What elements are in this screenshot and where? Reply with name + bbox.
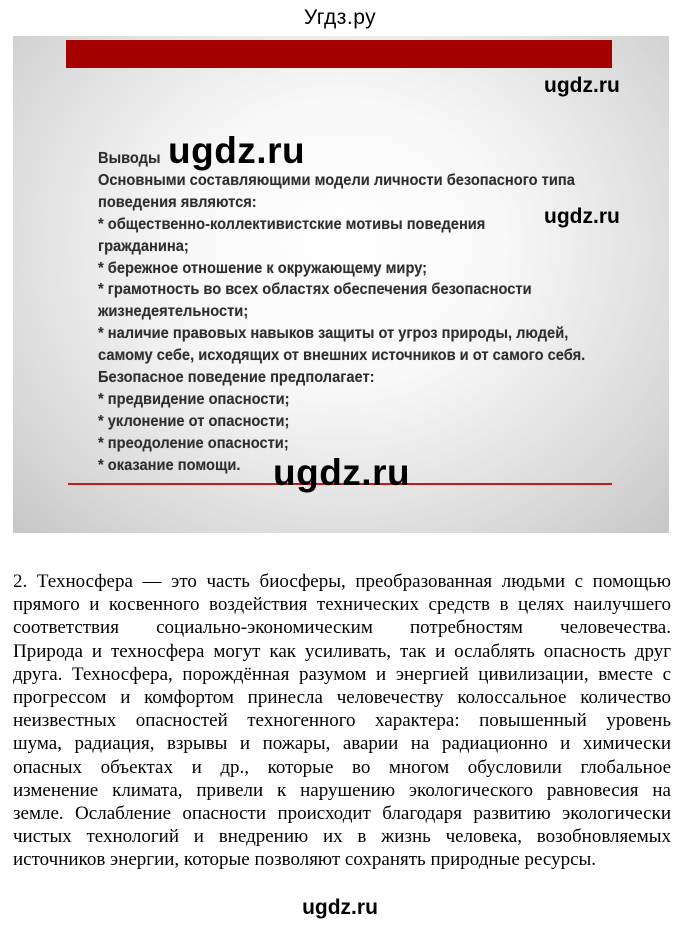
watermark: ugdz.ru	[544, 205, 620, 228]
slide-line: самому себе, исходящих от внешних источников и от самого себя.	[98, 347, 586, 365]
answer-line: опасных объектах и др., которые во многом обусловили глобальное	[13, 756, 671, 778]
answer-line: изменение климата, привели к нарушению экологического равновесия на	[13, 779, 671, 801]
slide-line: * общественно-коллективистские мотивы поведения	[98, 215, 486, 233]
watermark: ugdz.ru	[273, 452, 411, 493]
answer-line: чистых технологий и внедрению их в жизнь человека, возобновляемых	[13, 826, 671, 848]
answer-line: земле. Ослабление опасности происходит благодаря развитию экологически	[13, 802, 671, 824]
slide-line: * грамотность во всех областях обеспечения безопасности	[98, 281, 532, 299]
slide-heading: Выводы	[98, 150, 161, 167]
answer-line: источников энергии, которые позволяют сохранять природные ресурсы.	[13, 849, 597, 871]
watermark: ugdz.ru	[544, 74, 620, 97]
slide-line: * оказание помощи.	[98, 456, 241, 474]
answer-line: шума, радиация, взрывы и пожары, аварии на радиационно и химически	[13, 733, 671, 755]
watermark: ugdz.ru	[168, 130, 306, 171]
slide-line: * преодоление опасности;	[98, 434, 289, 452]
answer-text	[13, 570, 671, 872]
slide-line: гражданина;	[98, 237, 189, 255]
slide-line: * предвидение опасности;	[98, 390, 290, 408]
answer-line: прямого и косвенного воздействия технических средств в целях наилучшего	[13, 594, 671, 616]
slide-conclusions-text	[98, 148, 606, 477]
slide-line: Основными составляющими модели личности безопасного типа	[98, 171, 575, 189]
answer-line: друга. Техносфера, порождённая разумом и энергией цивилизации, вместе с	[13, 663, 671, 685]
answer-line: неизвестных опасностей техногенного характера: повышенный уровень	[13, 710, 671, 732]
slide-line: * бережное отношение к окружающему миру;	[98, 259, 428, 277]
answer-line: соответствия социально-экономическим потребностям человечества.	[13, 617, 671, 639]
slide-line: жизнедеятельности;	[98, 303, 249, 321]
slide-header-bar	[66, 40, 612, 68]
answer-line: Природа и техносфера могут как усиливать, так и ослаблять опасность друг	[13, 640, 671, 662]
answer-line: 2. Техносфера — это часть биосферы, преобразованная людьми с помощью	[13, 571, 671, 592]
site-title: Угдз.ру	[303, 6, 377, 29]
slide-line: * наличие правовых навыков защиты от угроз природы, людей,	[98, 325, 569, 343]
answer-line: прогрессом и комфортом принесла человечеству колоссальное количество	[13, 687, 671, 708]
slide-line: Безопасное поведение предполагает:	[98, 369, 375, 387]
footer-watermark: ugdz.ru	[302, 896, 378, 919]
slide-line: * уклонение от опасности;	[98, 412, 290, 430]
slide-line: поведения являются:	[98, 193, 257, 211]
